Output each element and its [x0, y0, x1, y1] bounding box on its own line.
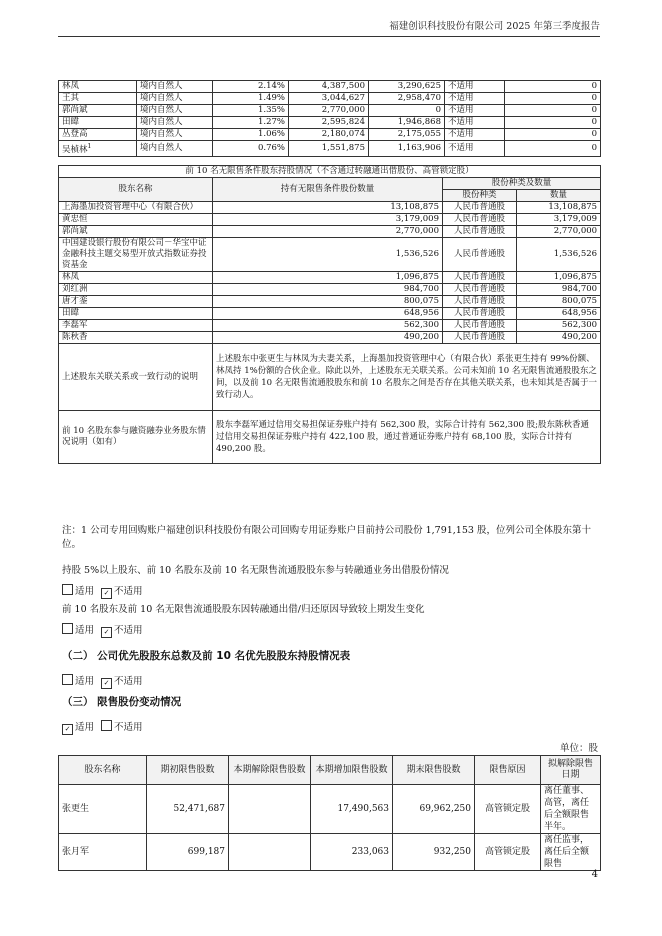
holder-nature: 境内自然人: [137, 93, 213, 105]
share-type: 人民币普通股: [443, 226, 517, 238]
share-amount: 1,096,875: [517, 272, 601, 284]
opt-not-applicable-label: 不适用: [114, 586, 143, 597]
holder-name: 王其: [59, 93, 137, 105]
holder-name: 吴楨林$^1$: [59, 141, 137, 157]
table-row: [59, 202, 601, 214]
opt-applicable-label: 适用: [75, 586, 95, 597]
holder-total: 4,387,500: [289, 81, 369, 93]
checkbox-checked-icon: ✓: [101, 678, 112, 689]
restricted-col-header: 期初限售股数: [147, 756, 229, 785]
holder-pledge-status: 不适用: [445, 105, 505, 117]
holder-restricted: 2,175,055: [369, 129, 445, 141]
table-row: [59, 308, 601, 320]
footnote-marker: 1: [87, 143, 92, 150]
checkbox-unchecked-icon: [62, 584, 73, 595]
restricted-release-date: 离任董事、高管，离任后全额限售半年。: [541, 785, 601, 834]
unrestricted-qty: 1,536,526: [213, 238, 443, 272]
change-para: 前 10 名股东及前 10 名无限售流通股股东因转融通出借/归还原因导致较上期发生变化: [62, 604, 425, 615]
holder-pct: 1.27%: [213, 117, 289, 129]
share-amount: 648,956: [517, 308, 601, 320]
restricted-col-header: 股东名称: [59, 756, 147, 785]
holder-pct: 0.76%: [213, 141, 289, 157]
table-row: [59, 141, 601, 157]
col-holder-name: 股东名称: [59, 178, 213, 202]
checkbox-checked-icon: ✓: [101, 588, 112, 599]
header-row: [59, 756, 601, 785]
holder-pledge-status: 不适用: [445, 129, 505, 141]
unrestricted-holder-name: 唐才銮: [59, 296, 213, 308]
col-share-type-group: 股份种类及数量: [443, 178, 601, 190]
share-amount: 2,770,000: [517, 226, 601, 238]
share-type: 人民币普通股: [443, 202, 517, 214]
unrestricted-holder-name: 田暐: [59, 308, 213, 320]
checkbox-unchecked-icon: [62, 674, 73, 685]
unrestricted-holder-name: 林凤: [59, 272, 213, 284]
holder-total: 3,044,627: [289, 93, 369, 105]
share-type: 人民币普通股: [443, 320, 517, 332]
opt-applicable-label: 适用: [75, 676, 95, 687]
share-amount: 1,536,526: [517, 238, 601, 272]
col-unrestricted-qty: 持有无限售条件股份数量: [213, 178, 443, 202]
restricted-col-header: 期末限售股数: [393, 756, 475, 785]
holder-restricted: 1,946,868: [369, 117, 445, 129]
unrestricted-qty: 648,956: [213, 308, 443, 320]
restricted-added: 17,490,563: [311, 785, 393, 834]
lending-options: [62, 583, 143, 598]
holder-nature: 境内自然人: [137, 81, 213, 93]
share-amount: 562,300: [517, 320, 601, 332]
holder-pledge-status: 不适用: [445, 81, 505, 93]
unrestricted-holder-name: 刘红洲: [59, 284, 213, 296]
unrestricted-qty: 13,108,875: [213, 202, 443, 214]
page-number: 4: [591, 869, 598, 880]
margin-label: 前 10 名股东参与融资融券业务股东情况说明（如有）: [59, 411, 213, 464]
unrestricted-qty: 490,200: [213, 332, 443, 344]
share-type: 人民币普通股: [443, 238, 517, 272]
unrestricted-holder-name: 陈秋香: [59, 332, 213, 344]
table-row: [59, 129, 601, 141]
unrestricted-qty: 800,075: [213, 296, 443, 308]
opt-applicable-label: 适用: [75, 625, 95, 636]
restricted-holder-name: 张月军: [59, 834, 147, 871]
table-row: [59, 214, 601, 226]
share-type: 人民币普通股: [443, 332, 517, 344]
relation-text: 上述股东中张更生与林凤为夫妻关系，上海墨加投资管理中心（有限合伙）系张更生持有 99%份额、林凤持 1%份额的合伙企业。除此以外，上述股东无关联关系。公司未知前 10 名无限售流通股股东之间，以及前 10 名无限售流通股股东和前 10 名股东之间是否存在其他关联关系，也未知其是否属于一致行动人。: [213, 344, 601, 411]
restricted-shares-table: [58, 755, 601, 871]
unrestricted-holder-name: 上海墨加投资管理中心（有限合伙）: [59, 202, 213, 214]
table-row: [59, 296, 601, 308]
table-row: [59, 93, 601, 105]
share-amount: 984,700: [517, 284, 601, 296]
holder-pledge-qty: 0: [505, 141, 601, 157]
restricted-added: 233,063: [311, 834, 393, 871]
unrestricted-holder-name: 郭尚斌: [59, 226, 213, 238]
table-row: [59, 117, 601, 129]
restricted-end: 932,250: [393, 834, 475, 871]
restricted-released: [229, 834, 311, 871]
restricted-released: [229, 785, 311, 834]
unrestricted-title: 前 10 名无限售条件股东持股情况（不含通过转融通出借股份、高管锁定股）: [59, 166, 601, 178]
share-amount: 13,108,875: [517, 202, 601, 214]
change-options: [62, 622, 143, 637]
holder-pct: 1.49%: [213, 93, 289, 105]
share-type: 人民币普通股: [443, 308, 517, 320]
repurchase-note: 注：1 公司专用回购账户福建创识科技股份有限公司回购专用证券账户目前持公司股份 1,791,153 股，位列公司全体股东第十位。: [62, 525, 591, 550]
restricted-holder-name: 张更生: [59, 785, 147, 834]
holder-pledge-qty: 0: [505, 117, 601, 129]
holder-total: 2,770,000: [289, 105, 369, 117]
holder-name: 林凤: [59, 81, 137, 93]
holder-pct: 2.14%: [213, 81, 289, 93]
lending-para: 持股 5%以上股东、前 10 名股东及前 10 名无限售流通股股东参与转融通业务出借股份情况: [62, 565, 449, 576]
checkbox-unchecked-icon: [101, 720, 112, 731]
page-header: 福建创识科技股份有限公司 2025 年第三季度报告: [389, 21, 600, 32]
unrestricted-holder-name: 李磊军: [59, 320, 213, 332]
relation-label: 上述股东关联关系或一致行动的说明: [59, 344, 213, 411]
share-type: 人民币普通股: [443, 272, 517, 284]
unrestricted-qty: 562,300: [213, 320, 443, 332]
table-row: [59, 238, 601, 272]
table-row: [59, 834, 601, 871]
holder-pledge-status: 不适用: [445, 117, 505, 129]
share-amount: 490,200: [517, 332, 601, 344]
restricted-reason: 高管锁定股: [475, 785, 541, 834]
header-rule: [58, 36, 600, 37]
section-preferred-shares: （二） 公司优先股股东总数及前 10 名优先股股东持股情况表: [62, 650, 351, 662]
restricted-release-date: 离任监事，离任后全额限售: [541, 834, 601, 871]
unrestricted-qty: 1,096,875: [213, 272, 443, 284]
unit-label: 单位：股: [559, 743, 598, 754]
holder-pct: 1.06%: [213, 129, 289, 141]
restricted-col-header: 限售原因: [475, 756, 541, 785]
holder-restricted: 1,163,906: [369, 141, 445, 157]
holder-name: 丛登高: [59, 129, 137, 141]
preferred-options: [62, 673, 143, 688]
holder-pledge-status: 不适用: [445, 141, 505, 157]
table-row: [59, 284, 601, 296]
share-type: 人民币普通股: [443, 284, 517, 296]
unrestricted-qty: 984,700: [213, 284, 443, 296]
holder-total: 2,180,074: [289, 129, 369, 141]
restricted-col-header: 本期解除限售股数: [229, 756, 311, 785]
table-row: [59, 785, 601, 834]
holder-pledge-qty: 0: [505, 93, 601, 105]
restricted-options: [62, 719, 143, 734]
share-type: 人民币普通股: [443, 296, 517, 308]
holder-pledge-qty: 0: [505, 81, 601, 93]
restricted-start: 699,187: [147, 834, 229, 871]
share-amount: 800,075: [517, 296, 601, 308]
table-row: [59, 332, 601, 344]
holder-total: 2,595,824: [289, 117, 369, 129]
table-row: [59, 226, 601, 238]
holder-nature: 境内自然人: [137, 129, 213, 141]
share-amount: 3,179,009: [517, 214, 601, 226]
restricted-reason: 高管锁定股: [475, 834, 541, 871]
holder-restricted: 2,958,470: [369, 93, 445, 105]
checkbox-checked-icon: ✓: [101, 627, 112, 638]
table-row: [59, 272, 601, 284]
holder-total: 1,551,875: [289, 141, 369, 157]
section-restricted-changes: （三） 限售股份变动情况: [62, 696, 182, 708]
unrestricted-holders-table: [58, 165, 601, 464]
restricted-end: 69,962,250: [393, 785, 475, 834]
table-row: [59, 105, 601, 117]
holder-restricted: 0: [369, 105, 445, 117]
checkbox-checked-icon: ✓: [62, 724, 73, 735]
table-row: [59, 81, 601, 93]
share-type: 人民币普通股: [443, 214, 517, 226]
holder-nature: 境内自然人: [137, 141, 213, 157]
holder-restricted: 3,290,625: [369, 81, 445, 93]
holder-pledge-qty: 0: [505, 105, 601, 117]
margin-text: 股东李磊军通过信用交易担保证券账户持有 562,300 股，实际合计持有 562,300 股;股东陈秋香通过信用交易担保证券账户持有 422,100 股，通过普通证券账户持有 68,100 股，实际合计持有 490,200 股。: [213, 411, 601, 464]
holder-pct: 1.35%: [213, 105, 289, 117]
holder-nature: 境内自然人: [137, 117, 213, 129]
holder-name: 田暐: [59, 117, 137, 129]
col-share-amount: 数量: [517, 190, 601, 202]
opt-applicable-label: 适用: [75, 722, 95, 733]
opt-not-applicable-label: 不适用: [114, 625, 143, 636]
table-row: [59, 320, 601, 332]
restricted-col-header: 拟解除限售日期: [541, 756, 601, 785]
unrestricted-holder-name: 黄忠恒: [59, 214, 213, 226]
restricted-start: 52,471,687: [147, 785, 229, 834]
unrestricted-holder-name: 中国建设银行股份有限公司－华宝中证金融科技主题交易型开放式指数证券投资基金: [59, 238, 213, 272]
opt-not-applicable-label: 不适用: [114, 676, 143, 687]
holder-nature: 境内自然人: [137, 105, 213, 117]
checkbox-unchecked-icon: [62, 623, 73, 634]
unrestricted-qty: 2,770,000: [213, 226, 443, 238]
unrestricted-qty: 3,179,009: [213, 214, 443, 226]
holder-pledge-status: 不适用: [445, 93, 505, 105]
col-share-type: 股份种类: [443, 190, 517, 202]
restricted-col-header: 本期增加限售股数: [311, 756, 393, 785]
opt-not-applicable-label: 不适用: [114, 722, 143, 733]
holder-name: 郭尚斌: [59, 105, 137, 117]
holder-pledge-qty: 0: [505, 129, 601, 141]
top10-holders-table: [58, 80, 601, 157]
